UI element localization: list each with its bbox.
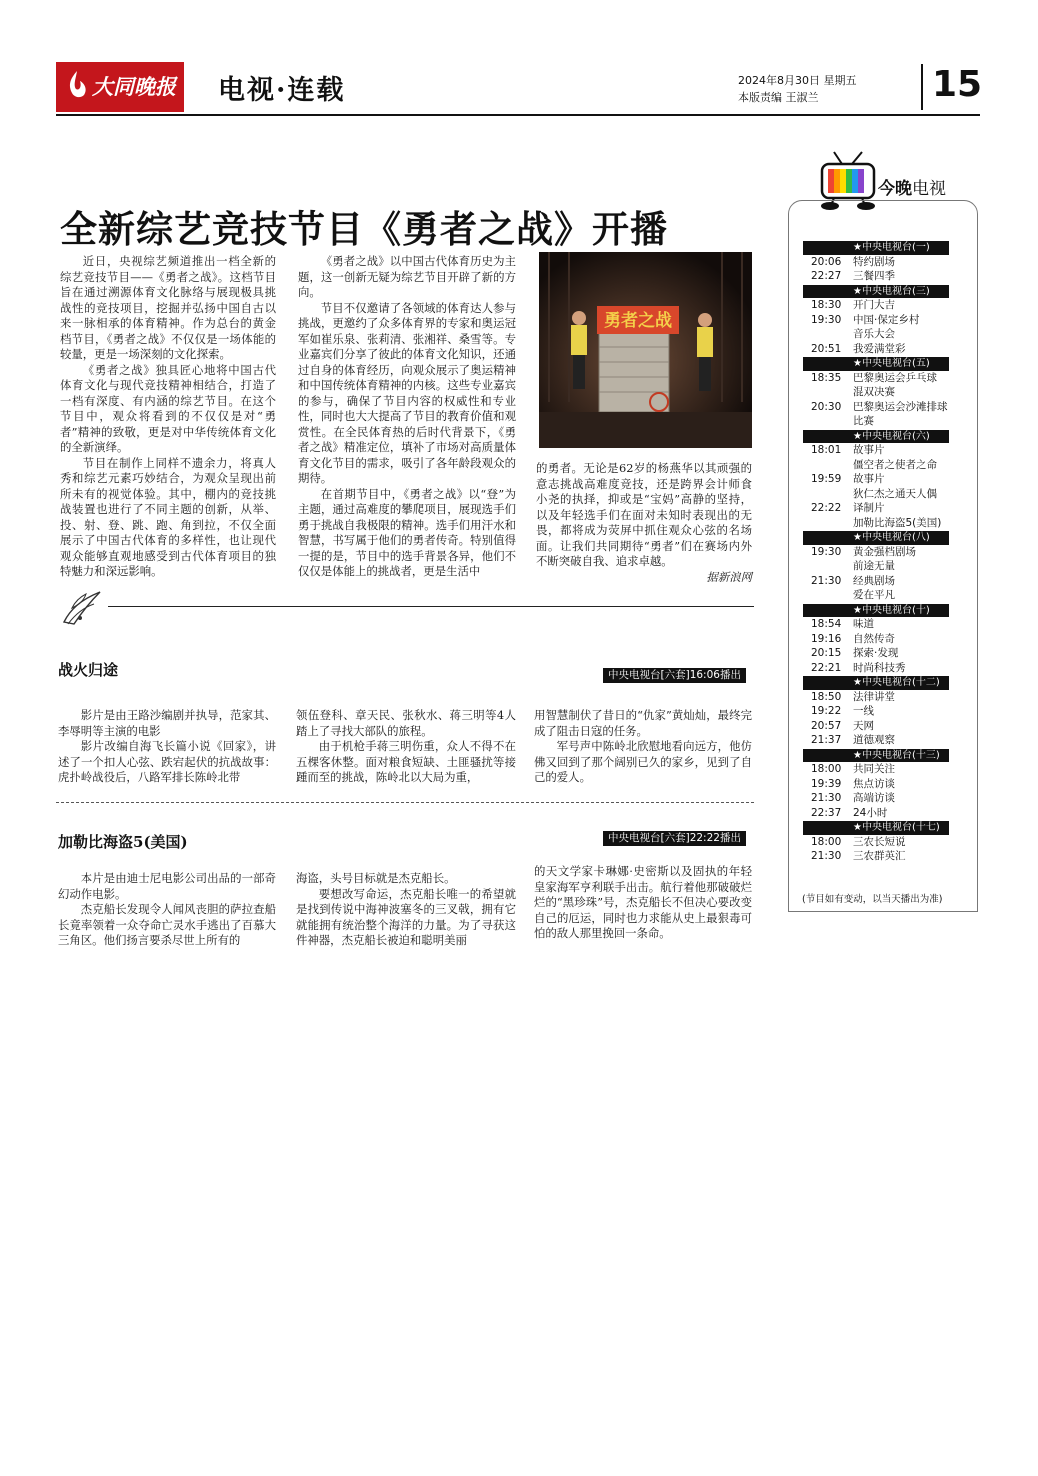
program-name: 混双决赛 [853,386,895,398]
program-row [803,516,949,531]
section-title: 电视·连载 [218,75,346,106]
stage-scene-image [539,252,752,448]
masthead-rule [56,114,980,116]
film-paragraph: 杰克船长发现令人闻风丧胆的萨拉查船长竟率领着一众夺命亡灵水手逃出了百慕大三角区。他们扬言要杀尽世上所有的 [58,902,276,947]
program-time: 21:30 [811,850,842,862]
film-paragraph: 影片改编自海飞长篇小说《回家》，讲述了一个扣人心弦、跌宕起伏的抗战故事：虎扑岭战役后，八路军排长陈岭北带 [58,739,276,784]
article-headline: 全新综艺竞技节目《勇者之战》开播 [60,206,668,251]
film2-column-1 [58,871,276,949]
schedule-list [803,240,949,864]
program-time: 21:30 [811,574,842,587]
film-paragraph: 海盗，头号目标就是杰克船长。 [296,871,456,885]
program-time: 19:30 [811,545,842,558]
program-name: 比赛 [853,415,874,427]
program-name: 巴黎奥运会乒乓球 [853,371,937,384]
program-name: 焦点访谈 [853,777,895,790]
article-paragraph: 《勇者之战》独具匠心地将中国古代体育文化与现代竞技精神相结合，打造了一档有深度、有内涵的综艺节目。在这个节目中，观众将看到的不仅仅是对“勇者”精神的致敬，更是对中华传统体育文化的全新演绎。 [60,362,276,454]
article-byline: 据新浪网 [706,569,752,584]
program-row [803,617,949,632]
program-time: 18:00 [811,835,842,848]
article-paragraph: 节目不仅邀请了各领域的体育达人参与挑战，更邀约了众多体育界的专家和奥运冠军如崔乐泉、张莉清、张湘祥、桑雪等。专业嘉宾们分享了彼此的体育文化知识，还通过自身的体育经历，向观众展示了奥运精神和中国传统体育精神的内核。这些专业嘉宾的参与，确保了节目内容的权威性和专业性，同时也大大提高了节目的教育价值和观赏性。在全民体育热的后时代背景下，《勇者之战》精准定位，填补了市场对高质量体育文化节目的需求，吸引了各年龄段观众的期待。 [298,300,516,485]
program-row [803,719,949,734]
program-name: 前途无量 [853,560,895,572]
program-row [803,501,949,516]
channel-header: ★中央电视台(十) [803,604,949,618]
program-name: 天网 [853,719,874,732]
program-name: 黄金强档剧场 [853,545,916,558]
program-row [803,545,949,560]
schedule-note: (节目如有变动，以当天播出为准) [802,894,943,905]
program-name: 开门大吉 [853,299,895,311]
program-name: 自然传奇 [853,632,895,645]
dashed-divider [56,802,754,803]
program-row [803,646,949,661]
article-paragraph: 在首期节目中，《勇者之战》以“登”为主题，通过高难度的攀爬项目，展现选手们勇于挑战自我极限的精神。选手们用汗水和智慧，书写属于他们的勇者传奇。特别值得一提的是，节目中的选手背景各异，他们不仅仅是体能上的挑战者，更是生活中 [298,486,516,578]
program-time: 19:59 [811,473,842,485]
program-time: 21:30 [811,792,842,804]
program-row [803,777,949,792]
film-paragraph: 影片是由王路沙编剧并执导，范家其、李辱明等主演的电影 [58,708,276,738]
article-paragraph: 近日，央视综艺频道推出一档全新的综艺竞技节目——《勇者之战》。这档节目旨在通过溯源体育文化脉络与展现极具挑战性的竞技项目，挖掘并弘扬中国自古以来一脉相承的体育精神。作为总台的黄金档节目，《勇者之战》不仅仅是一场体能的较量，更是一场深刻的文化探索。 [60,254,276,361]
program-row [803,255,949,270]
program-name: 故事片 [853,473,885,485]
photo-banner-text: 勇者之战 [604,311,672,331]
program-row [803,400,949,415]
program-time: 20:57 [811,719,842,732]
channel-header: ★中央电视台(五) [803,357,949,371]
film-paragraph: 本片是由迪士尼电影公司出品的一部奇幻动作电影。 [58,871,276,901]
tv-label-rest: 电视 [912,179,946,199]
program-row [803,574,949,589]
film1-column-3 [534,708,752,786]
program-row [803,371,949,386]
show-stage-photo [539,252,752,448]
film-paragraph: 用智慧制伏了昔日的“仇家”黄灿灿，最终完成了阻击日寇的任务。 [534,708,752,738]
channel-header: ★中央电视台(十七) [803,821,949,835]
program-name: 三餐四季 [853,270,895,282]
film2-column-3 [534,864,752,942]
program-name: 中国·保定乡村 [853,313,920,326]
program-name: 味道 [853,618,874,630]
program-time: 18:01 [811,444,842,456]
article-paragraph: 的勇者。无论是62岁的杨燕华以其顽强的意志挑战高难度竞技，还是跨界会计师食小尧的执择，抑或是“宝妈”高静的坚持，以及年轻选手们在面对未知时表现出的无畏，都将成为荧屏中抓住观众心弦的名场面。让我们共同期待“勇者”们在赛场内外不断突破自我、追求卓越。 [536,461,752,568]
film-paragraph: 的天文学家卡琳娜·史密斯以及固执的年轻皇家海军亨利联手出击。航行着他那破破烂烂的“黑珍珠”号，杰克船长不但决心要改变自己的厄运，同时也力求能从史上最狠毒可怕的敌人那里挽回一条命。 [534,864,752,940]
program-time: 22:37 [811,806,842,819]
program-time: 18:30 [811,299,842,311]
program-row [803,791,949,806]
film-paragraph: 由于机枪手蒋三明伤重，众人不得不在五棵客休整。面对粮食短缺、土匪骚扰等接踵而至的挑战，陈岭北以大局为重， [296,739,516,784]
film-paragraph: 要想改写命运，杰克船长唯一的希望就是找到传说中海神波塞冬的三叉戟，拥有它就能拥有统治整个海洋的力量。为了寻获这件神器，杰克船长被迫和聪明美丽 [296,886,516,947]
program-name: 经典剧场 [853,574,895,587]
program-row [803,385,949,400]
film-title-zhanhuo: 战火归途 [58,661,119,679]
program-time: 19:30 [811,313,842,326]
program-row [803,690,949,705]
article-paragraph: 《勇者之战》以中国古代体育历史为主题，这一创新无疑为综艺节目开辟了新的方向。 [298,254,516,299]
film2-column-2 [296,871,516,949]
program-name: 特约剧场 [853,255,895,268]
tv-tonight-label [878,174,946,199]
issue-date: 2024年8月30日 星期五 [738,74,857,87]
masthead [56,62,983,114]
program-row [803,443,949,458]
film1-column-1 [58,708,276,786]
program-time: 18:00 [811,763,842,775]
channel-header: ★中央电视台(八) [803,531,949,545]
program-row [803,313,949,328]
program-name: 三农长短说 [853,835,906,848]
channel-header: ★中央电视台(一) [803,241,949,255]
channel-header: ★中央电视台(十三) [803,749,949,763]
program-time: 20:15 [811,647,842,659]
program-row [803,762,949,777]
program-name: 译制片 [853,502,885,514]
program-row [803,269,949,284]
channel-header: ★中央电视台(三) [803,285,949,299]
program-name: 僵空者之使者之命 [853,458,937,471]
program-name: 三农群英汇 [853,850,906,862]
program-row [803,487,949,502]
program-name: 加勒比海盗5(美国) [853,516,942,529]
program-row [803,298,949,313]
program-name: 法律讲堂 [853,690,895,703]
page-editor: 本版责编 王淑兰 [738,91,819,104]
program-time: 22:22 [811,502,842,514]
program-name: 共同关注 [853,763,895,775]
program-time: 19:22 [811,705,842,717]
program-row [803,661,949,676]
program-row [803,472,949,487]
channel-header: ★中央电视台(六) [803,430,949,444]
article-column-2 [298,254,516,580]
program-row [803,458,949,473]
program-time: 18:50 [811,690,842,703]
film1-column-2 [296,708,516,786]
program-row [803,704,949,719]
program-row [803,733,949,748]
section-divider [108,606,754,607]
program-row [803,849,949,864]
program-row [803,806,949,821]
program-time: 18:35 [811,371,842,384]
program-time: 22:21 [811,661,842,674]
program-row [803,632,949,647]
leaf-ornament-icon [60,588,106,628]
film-title-pirates: 加勒比海盗5(美国) [58,833,188,851]
flame-logo-icon [64,69,90,103]
film-paragraph: 军号声中陈岭北欣慰地看向远方，他仿佛又回到了那个阔别已久的家乡，见到了自己的爱人。 [534,739,752,784]
program-row [803,414,949,429]
program-time: 19:16 [811,632,842,645]
masthead-separator [921,64,923,110]
program-name: 爱在平凡 [853,589,895,601]
program-time: 20:30 [811,400,842,413]
article-paragraph: 节目在制作上同样不遗余力，将真人秀和综艺元素巧妙结合，为观众呈现出前所未有的视觉体验。其中，棚内的竞技挑战装置也进行了不同主题的创新，从举、投、射、登、跳、跑、角到拉，不仅全面展示了中国古代体育的多样性，也让现代观众能够直观地感受到古代体育项目的独特魅力和深远影响。 [60,455,276,578]
program-row [803,835,949,850]
program-row [803,342,949,357]
program-row [803,588,949,603]
program-name: 高端访谈 [853,792,895,804]
airing-badge: 中央电视台[六套]16:06播出 [603,668,746,683]
page-number: 15 [932,64,983,105]
film-paragraph: 领伍登科、章天民、张秋水、蒋三明等4人踏上了寻找大部队的旅程。 [296,708,516,738]
program-time: 21:37 [811,734,842,746]
program-time: 20:51 [811,342,842,355]
program-name: 探索·发现 [853,647,899,659]
program-time: 22:27 [811,270,842,282]
airing-badge: 中央电视台[六套]22:22播出 [603,831,746,846]
program-row [803,327,949,342]
program-row [803,559,949,574]
program-name: 24小时 [853,806,888,819]
program-time: 20:06 [811,255,842,268]
program-name: 狄仁杰之通天人偶 [853,487,937,500]
program-name: 道德观察 [853,734,895,746]
tv-label-bold: 今晚 [878,179,912,199]
article-column-3 [536,461,752,585]
program-name: 巴黎奥运会沙滩排球 [853,400,948,413]
article-column-1 [60,254,276,580]
newspaper-logo [56,62,184,112]
logo-text: 大同晚报 [92,74,176,99]
program-time: 18:54 [811,618,842,630]
program-name: 故事片 [853,444,885,456]
channel-header: ★中央电视台(十二) [803,676,949,690]
program-name: 时尚科技秀 [853,661,906,674]
program-name: 我爱满堂彩 [853,342,906,355]
program-time: 19:39 [811,777,842,790]
program-name: 一线 [853,705,874,717]
program-name: 音乐大会 [853,328,895,340]
